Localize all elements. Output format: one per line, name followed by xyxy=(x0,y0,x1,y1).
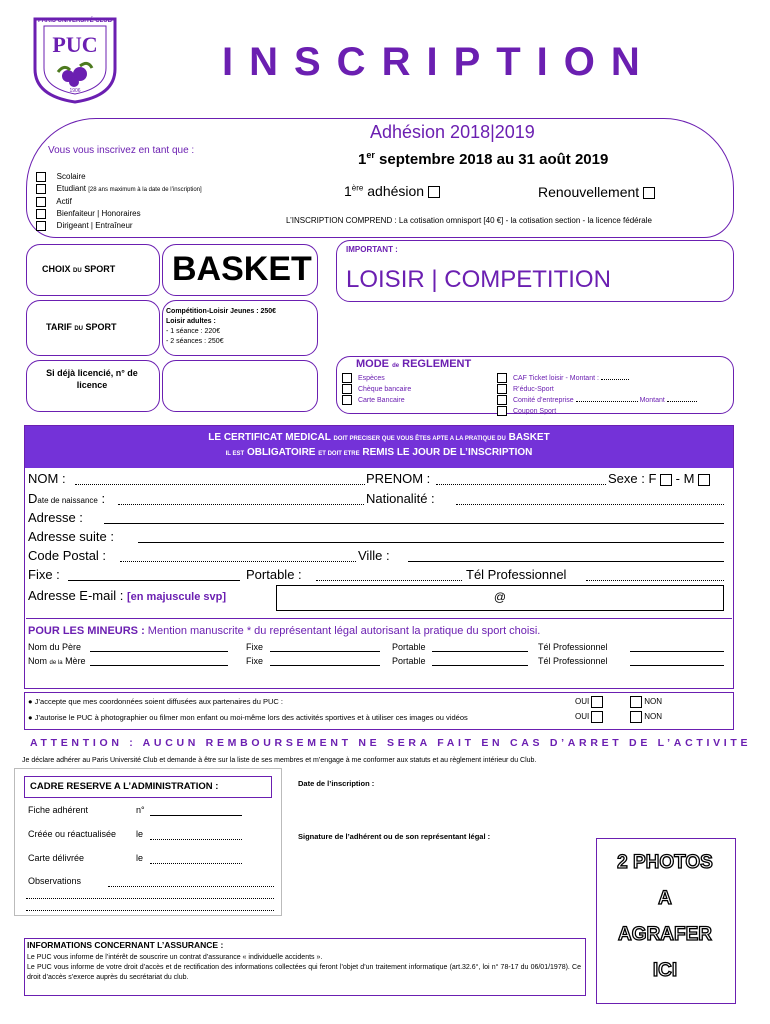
pay-cheque[interactable]: Chèque bancaire xyxy=(342,384,411,395)
first-adhesion-checkbox[interactable] xyxy=(428,186,440,198)
minors-divider xyxy=(26,618,732,619)
sexe-f-checkbox[interactable] xyxy=(660,474,672,486)
consent-1-oui[interactable]: OUI xyxy=(575,696,603,708)
logo-ring-text: PARIS UNIVERSITÉ CLUB xyxy=(38,18,112,24)
adhesion-heading: Adhésion 2018|2019 xyxy=(370,122,535,142)
payment-left xyxy=(342,373,411,406)
tel-pro-input[interactable] xyxy=(586,580,724,581)
important-label: IMPORTANT : xyxy=(346,245,398,254)
pay-carte[interactable]: Carte Bancaire xyxy=(342,395,411,406)
prenom-input[interactable] xyxy=(436,484,606,485)
admin-le2: le xyxy=(136,853,144,863)
mother-input[interactable] xyxy=(90,665,228,666)
admin-creee: Créée ou réactualisée xyxy=(28,829,117,839)
adresse-suite-label: Adresse suite : xyxy=(28,529,114,544)
payment-right xyxy=(497,373,697,416)
mother-label: Nom de la Mère xyxy=(28,656,86,666)
insurance-text: Le PUC vous informe de l’intérêt de souscrire un contrat d’assurance « individuelle accidents ». Le PUC vous informe de votre droit d’accès et de rectification des informations collectées qui feront l’objet d’un traitement informatique (art.32.6°, loi n° 78-17 du 06/01/1978). Ce droit d’accès s’exerce auprès du secrétariat du club. xyxy=(27,954,581,981)
pay-caf[interactable]: CAF Ticket loisir - Montant : xyxy=(497,373,697,384)
admin-fiche-input[interactable] xyxy=(150,815,242,816)
payment-title: MODE de REGLEMENT xyxy=(356,358,472,370)
photo-text: 2 PHOTOS A AGRAFER ICI xyxy=(617,852,713,981)
role-scolaire[interactable]: Scolaire xyxy=(36,171,202,183)
mother-portable-input[interactable] xyxy=(432,665,528,666)
insurance-title: INFORMATIONS CONCERNANT L’ASSURANCE : xyxy=(27,940,224,950)
father-fixe-label: Fixe xyxy=(246,642,264,652)
portable-label: Portable : xyxy=(246,567,302,582)
admin-le1: le xyxy=(136,829,144,839)
nationalite-label: Nationalité : xyxy=(366,491,435,506)
father-portable-label: Portable xyxy=(392,642,426,652)
includes-text: L’INSCRIPTION COMPREND : La cotisation omnisport [40 €] - la cotisation section - la licence fédérale xyxy=(286,216,652,225)
admin-creee-input[interactable] xyxy=(150,839,242,840)
choix-label: CHOIX DU SPORT xyxy=(42,264,116,274)
dob-input[interactable] xyxy=(118,504,364,505)
pay-reduc[interactable]: R’éduc-Sport xyxy=(497,384,697,395)
role-bienfaiteur[interactable]: Bienfaiteur | Honoraires xyxy=(36,208,202,220)
tarif-lines: Compétition-Loisir Jeunes : 250€ Loisir adultes : - 1 séance : 220€ - 2 séances : 250€ xyxy=(166,308,277,345)
sexe-m-checkbox[interactable] xyxy=(698,474,710,486)
father-fixe-input[interactable] xyxy=(270,651,380,652)
logo-year: 1906 xyxy=(69,88,81,94)
father-tel-label: Tél Professionnel xyxy=(538,642,608,652)
licence-label: Si déjà licencié, n° de licence xyxy=(46,368,138,390)
admin-obs-input-1[interactable] xyxy=(108,886,274,887)
mother-tel-input[interactable] xyxy=(630,665,724,666)
father-tel-input[interactable] xyxy=(630,651,724,652)
renewal-checkbox[interactable] xyxy=(643,187,655,199)
ville-input[interactable] xyxy=(408,561,724,562)
role-etudiant[interactable]: Etudiant [28 ans maximum à la date de l’inscription] xyxy=(36,183,202,196)
sport-value: BASKET xyxy=(172,250,312,288)
date-inscription-label: Date de l’inscription : xyxy=(298,779,375,788)
minors-title: POUR LES MINEURS : Mention manuscrite * du représentant légal autorisant la pratique du sport choisi. xyxy=(28,625,541,637)
adresse-suite-input[interactable] xyxy=(138,542,724,543)
prenom-label: PRENOM : xyxy=(366,471,431,486)
father-portable-input[interactable] xyxy=(432,651,528,652)
first-adhesion[interactable]: 1ère adhésion xyxy=(344,183,440,199)
nom-label: NOM : xyxy=(28,471,66,486)
tarif-label: TARIF DU SPORT xyxy=(46,322,117,332)
cp-input[interactable] xyxy=(120,561,356,562)
mother-tel-label: Tél Professionnel xyxy=(538,656,608,666)
mother-fixe-input[interactable] xyxy=(270,665,380,666)
pay-coupon[interactable]: Coupon Sport xyxy=(497,406,697,417)
declaration: Je déclare adhérer au Paris Université Club et demande à être sur la liste de ses membres et m’engage à me conformer aux statuts et au règlement intérieur du Club. xyxy=(22,757,537,764)
consent-2-non[interactable]: NON xyxy=(630,711,662,723)
page-title: INSCRIPTION xyxy=(222,40,656,84)
consent-1: ● J’accepte que mes coordonnées soient diffusées aux partenaires du PUC : xyxy=(28,697,283,706)
consent-1-non[interactable]: NON xyxy=(630,696,662,708)
admin-obs-input-3[interactable] xyxy=(26,910,274,911)
dob-label: Date de naissance : xyxy=(28,491,106,506)
admin-carte-input[interactable] xyxy=(150,863,242,864)
ville-label: Ville : xyxy=(358,548,390,563)
father-label: Nom du Père xyxy=(28,642,82,652)
role-dirigeant[interactable]: Dirigeant | Entraîneur xyxy=(36,220,202,232)
admin-obs-input-2[interactable] xyxy=(26,898,274,899)
role-label: Vous vous inscrivez en tant que : xyxy=(48,145,195,156)
email-label: Adresse E-mail : [en majuscule svp] xyxy=(28,588,227,603)
role-actif[interactable]: Actif xyxy=(36,196,202,208)
adresse-input[interactable] xyxy=(104,523,724,524)
licence-input[interactable] xyxy=(162,360,318,412)
portable-input[interactable] xyxy=(316,580,462,581)
consent-2-oui[interactable]: OUI xyxy=(575,711,603,723)
father-input[interactable] xyxy=(90,651,228,652)
mother-fixe-label: Fixe xyxy=(246,656,264,666)
practice-mode: LOISIR | COMPETITION xyxy=(346,266,611,293)
adresse-label: Adresse : xyxy=(28,510,83,525)
admin-fiche: Fiche adhérent xyxy=(28,805,89,815)
role-list xyxy=(36,171,202,232)
fixe-input[interactable] xyxy=(68,580,240,581)
email-at: @ xyxy=(493,590,507,604)
renewal[interactable]: Renouvellement xyxy=(538,184,655,200)
sexe-label: Sexe : F - M xyxy=(608,471,710,486)
cp-label: Code Postal : xyxy=(28,548,107,563)
nationalite-input[interactable] xyxy=(456,504,724,505)
pay-comite[interactable]: Comité d’entreprise Montant xyxy=(497,395,697,406)
admin-carte: Carte délivrée xyxy=(28,853,85,863)
fixe-label: Fixe : xyxy=(28,567,60,582)
admin-n: n° xyxy=(136,805,145,815)
tel-pro-label: Tél Professionnel xyxy=(466,567,567,582)
logo-name: PUC xyxy=(52,32,98,57)
nom-input[interactable] xyxy=(75,484,365,485)
consent-2: ● J’autorise le PUC à photographier ou filmer mon enfant ou moi-même lors des activités sportives et à utiliser ces images ou vidéos xyxy=(28,713,468,722)
pay-especes[interactable]: Espèces xyxy=(342,373,411,384)
adhesion-period: 1er septembre 2018 au 31 août 2019 xyxy=(358,150,609,168)
signature-label: Signature de l’adhérent ou de son représentant légal : xyxy=(298,832,491,841)
certificate-line2: IL EST OBLIGATOIRE ET DOIT ETRE REMIS LE JOUR DE L’INSCRIPTION xyxy=(225,447,533,458)
attention-notice: ATTENTION : AUCUN REMBOURSEMENT NE SERA FAIT EN CAS D’ARRET DE L’ACTIVITE xyxy=(30,737,752,749)
admin-obs: Observations xyxy=(28,876,82,886)
certificate-line1: LE CERTIFICAT MEDICAL DOIT PRECISER QUE VOUS ÊTES APTE A LA PRATIQUE DU BASKET xyxy=(208,432,550,443)
mother-portable-label: Portable xyxy=(392,656,426,666)
admin-title: CADRE RESERVE A L’ADMINISTRATION : xyxy=(30,781,219,792)
